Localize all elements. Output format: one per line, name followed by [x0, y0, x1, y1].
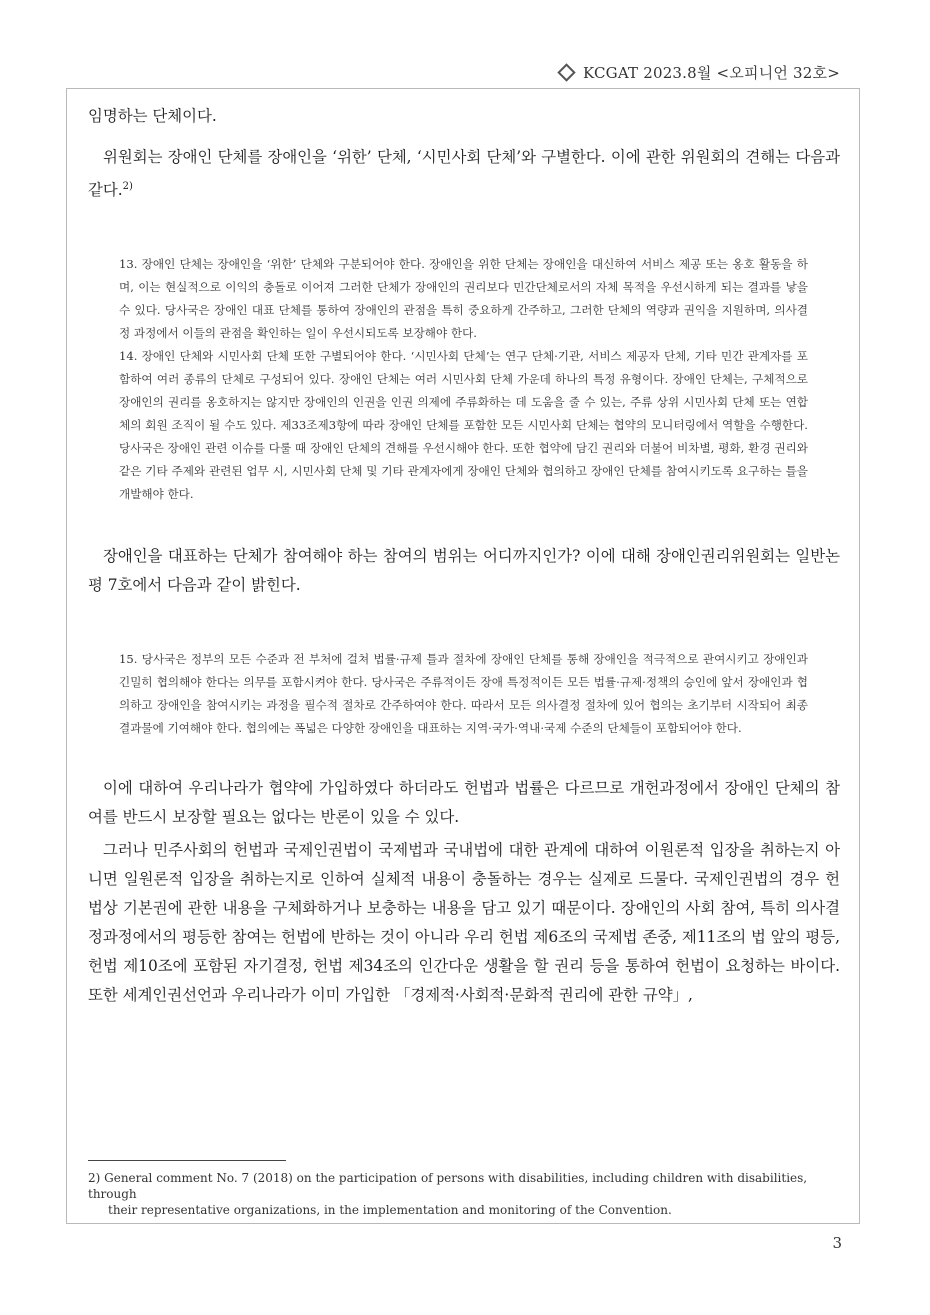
paragraph-text: 위원회는 장애인 단체를 장애인을 ‘위한’ 단체, ‘시민사회 단체’와 구별한다. 이에 관한 위원회의 견해는 다음과 같다.	[88, 148, 840, 200]
footnote-line: their representative organizations, in the implementation and monitoring of the Convention.	[108, 1203, 672, 1217]
footnote	[88, 1170, 840, 1218]
paragraph-continuation: 임명하는 단체이다.	[88, 107, 217, 125]
footnote-divider	[88, 1160, 286, 1161]
paragraph-rebuttal: 그러나 민주사회의 헌법과 국제인권법이 국제법과 국내법에 대한 관계에 대하여 이원론적 입장을 취하는지 아니면 일원론적 입장을 취하는지로 인하여 실체적 내용이 충돌하는 경우는 실제로 드물다. 국제인권법의 경우 헌법상 기본권에 관한 내용을 구체화하거나 보충하는 내용을 담고 있기 때문이다. 장애인의 사회 참여, 특히 의사결정과정에서의 평등한 참여는 헌법에 반하는 것이 아니라 우리 헌법 제6조의 국제법 존중, 제11조의 법 앞의 평등, 헌법 제10조에 포함된 자기결정, 헌법 제34조의 인간다운 생활을 할 권리 등을 통하여 헌법이 요청하는 바이다. 또한 세계인권선언과 우리나라가 이미 가입한 「경제적·사회적·문화적 권리에 관한 규약」,	[88, 841, 840, 1005]
document-body	[88, 100, 840, 1010]
header-title: KCGAT 2023.8월 <오피니언 32호>	[582, 64, 840, 82]
quote-item-15: 15. 당사국은 정부의 모든 수준과 전 부처에 걸쳐 법률·규제 틀과 절차에 장애인 단체를 통해 장애인을 적극적으로 관여시키고 장애인과 긴밀히 협의해야 한다는 의무를 포함시켜야 한다. 당사국은 주류적이든 장애 특정적이든 모든 법률·규제·정책의 승인에 앞서 장애인과 협의하고 장애인을 참여시키는 과정을 필수적 절차로 간주하여야 한다. 따라서 모든 의사결정 절차에 있어 협의는 초기부터 시작되어 최종 결과물에 기여해야 한다. 협의에는 폭넓은 다양한 장애인을 대표하는 지역·국가·역내·국제 수준의 단체들이 포함되어야 한다.	[119, 652, 808, 736]
footnote-line: 2) General comment No. 7 (2018) on the participation of persons with disabilities, including children with disabilities, through	[88, 1171, 808, 1201]
quote-item-14: 14. 장애인 단체와 시민사회 단체 또한 구별되어야 한다. ‘시민사회 단체’는 연구 단체·기관, 서비스 제공자 단체, 기타 민간 관계자를 포함하여 여러 종류의 단체로 구성되어 있다. 장애인 단체는 여러 시민사회 단체 가운데 하나의 특정 유형이다. 장애인 단체는, 구체적으로 장애인의 권리를 옹호하지는 않지만 장애인의 인권을 인권 의제에 주류화하는 데 도움을 줄 수 있는, 주류 상위 시민사회 단체 또는 연합체의 회원 조직이 될 수도 있다. 제33조제3항에 따라 장애인 단체를 포함한 모든 시민사회 단체는 협약의 모니터링에서 역할을 수행한다. 당사국은 장애인 관련 이슈를 다룰 때 장애인 단체의 견해를 우선시해야 한다. 또한 협약에 담긴 권리와 더불어 비차별, 평화, 환경 권리와 같은 기타 주제와 관련된 업무 시, 시민사회 단체 및 기타 관계자에게 장애인 단체와 협의하고 장애인 단체를 참여시키도록 요구하는 틀을 개발해야 한다.	[119, 349, 808, 502]
paragraph-counterargument: 이에 대하여 우리나라가 협약에 가입하였다 하더라도 헌법과 법률은 다르므로 개헌과정에서 장애인 단체의 참여를 반드시 보장할 필요는 없다는 반론이 있을 수 있다.	[88, 779, 840, 827]
page-number: 3	[832, 1234, 842, 1252]
page-header	[560, 62, 840, 83]
paragraph-committee-distinction	[88, 143, 840, 205]
paragraph-participation-scope: 장애인을 대표하는 단체가 참여해야 하는 참여의 범위는 어디까지인가? 이에 대해 장애인권리위원회는 일반논평 7호에서 다음과 같이 밝힌다.	[88, 547, 840, 595]
footnote-ref: 2)	[122, 181, 133, 192]
diamond-icon	[557, 63, 575, 81]
quote-item-13: 13. 장애인 단체는 장애인을 ‘위한’ 단체와 구분되어야 한다. 장애인을 위한 단체는 장애인을 대신하여 서비스 제공 또는 옹호 활동을 하며, 이는 현실적으로 이익의 충돌로 이어져 그러한 단체가 장애인의 권리보다 민간단체로서의 자체 목적을 우선시하게 되는 결과를 낳을 수 있다. 당사국은 장애인 대표 단체를 통하여 장애인의 관점을 특히 중요하게 간주하고, 그러한 단체의 역량과 권익을 지원하며, 의사결정 과정에서 이들의 관점을 확인하는 일이 우선시되도록 보장해야 한다.	[119, 257, 808, 341]
